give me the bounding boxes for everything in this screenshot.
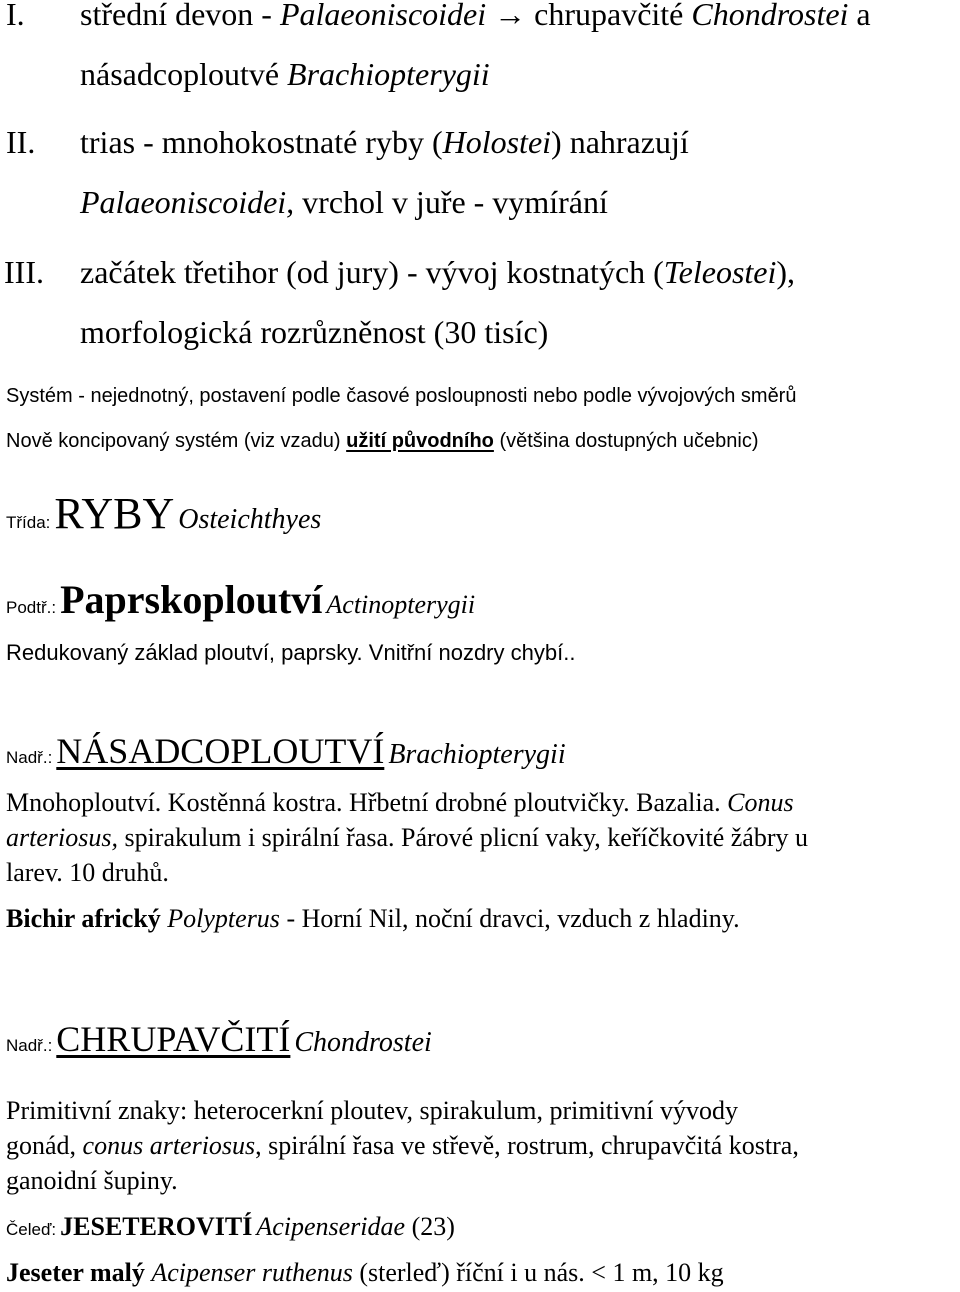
class-label: Třída: [6,513,51,532]
era-text-line: Palaeoniscoidei, vrchol v juře - vymírání [80,184,608,220]
system-line: Systém - nejednotný, postavení podle časové posloupnosti nebo podle vývojových směrů [6,385,797,407]
superorder-heading [6,1018,432,1060]
class-heading [6,488,321,539]
superorder-description-line: arteriosus, spirakulum i spirální řasa. Párové plicní vaky, keříčkovité žábry u [6,823,808,852]
class-name: RYBY [54,489,175,538]
superorder-name: CHRUPAVČITÍ [56,1019,291,1059]
era-text-line: trias - mnohokostnaté ryby (Holostei) nahrazují [80,124,689,160]
class-latin: Osteichthyes [178,504,322,535]
subclass-heading [6,576,475,623]
era-text-line: začátek třetihor (od jury) - vývoj kostnatých (Teleostei), [80,254,796,290]
subclass-name: Paprskoploutví [60,577,323,622]
superorder-label: Nadř.: [6,748,53,767]
primitive-traits-line: ganoidní šupiny. [6,1166,178,1195]
superorder-name: NÁSADCOPLOUTVÍ [56,731,385,771]
family-count: (23) [405,1212,455,1241]
primitive-traits-line: gonád, conus arteriosus, spirální řasa ve střevě, rostrum, chrupavčitá kostra, [6,1131,799,1160]
era-text-line: střední devon - Palaeoniscoidei → chrupavčité Chondrostei a [80,0,871,32]
superorder-description-line: Mnohoploutví. Kostěnná kostra. Hřbetní drobné ploutvičky. Bazalia. Conus [6,788,794,817]
bichir-line: Bichir africký Polypterus - Horní Nil, noční dravci, vzduch z hladiny. [6,904,740,933]
subclass-latin: Actinopterygii [326,590,476,619]
family-name: JESETEROVITÍ [60,1212,253,1241]
superorder-latin: Brachiopterygii [388,739,566,770]
sterlet-line: Jeseter malý Acipenser ruthenus (sterleď) říční i u nás. < 1 m, 10 kg [6,1258,724,1287]
superorder-heading [6,730,566,772]
family-label: Čeleď: [6,1220,57,1239]
superorder-latin: Chondrostei [294,1027,432,1058]
family-latin: Acipenseridae [256,1212,406,1241]
era-number: II. [6,124,36,160]
superorder-label: Nadř.: [6,1036,53,1055]
primitive-traits-line: Primitivní znaky: heterocerkní ploutev, spirakulum, primitivní vývody [6,1096,738,1125]
novel-system-line: Nově koncipovaný systém (viz vzadu) užití původního (většina dostupných učebnic) [6,430,759,452]
era-number: III. [4,254,44,290]
family-heading [6,1212,455,1242]
era-text-line: morfologická rozrůzněnost (30 tisíc) [80,314,549,350]
subclass-description: Redukovaný základ ploutví, paprsky. Vnitřní nozdry chybí.. [6,640,576,665]
superorder-description-line: larev. 10 druhů. [6,858,169,887]
era-text-line: násadcoploutvé Brachiopterygii [80,56,490,92]
subclass-label: Podtř.: [6,598,57,617]
era-number: I. [6,0,25,32]
